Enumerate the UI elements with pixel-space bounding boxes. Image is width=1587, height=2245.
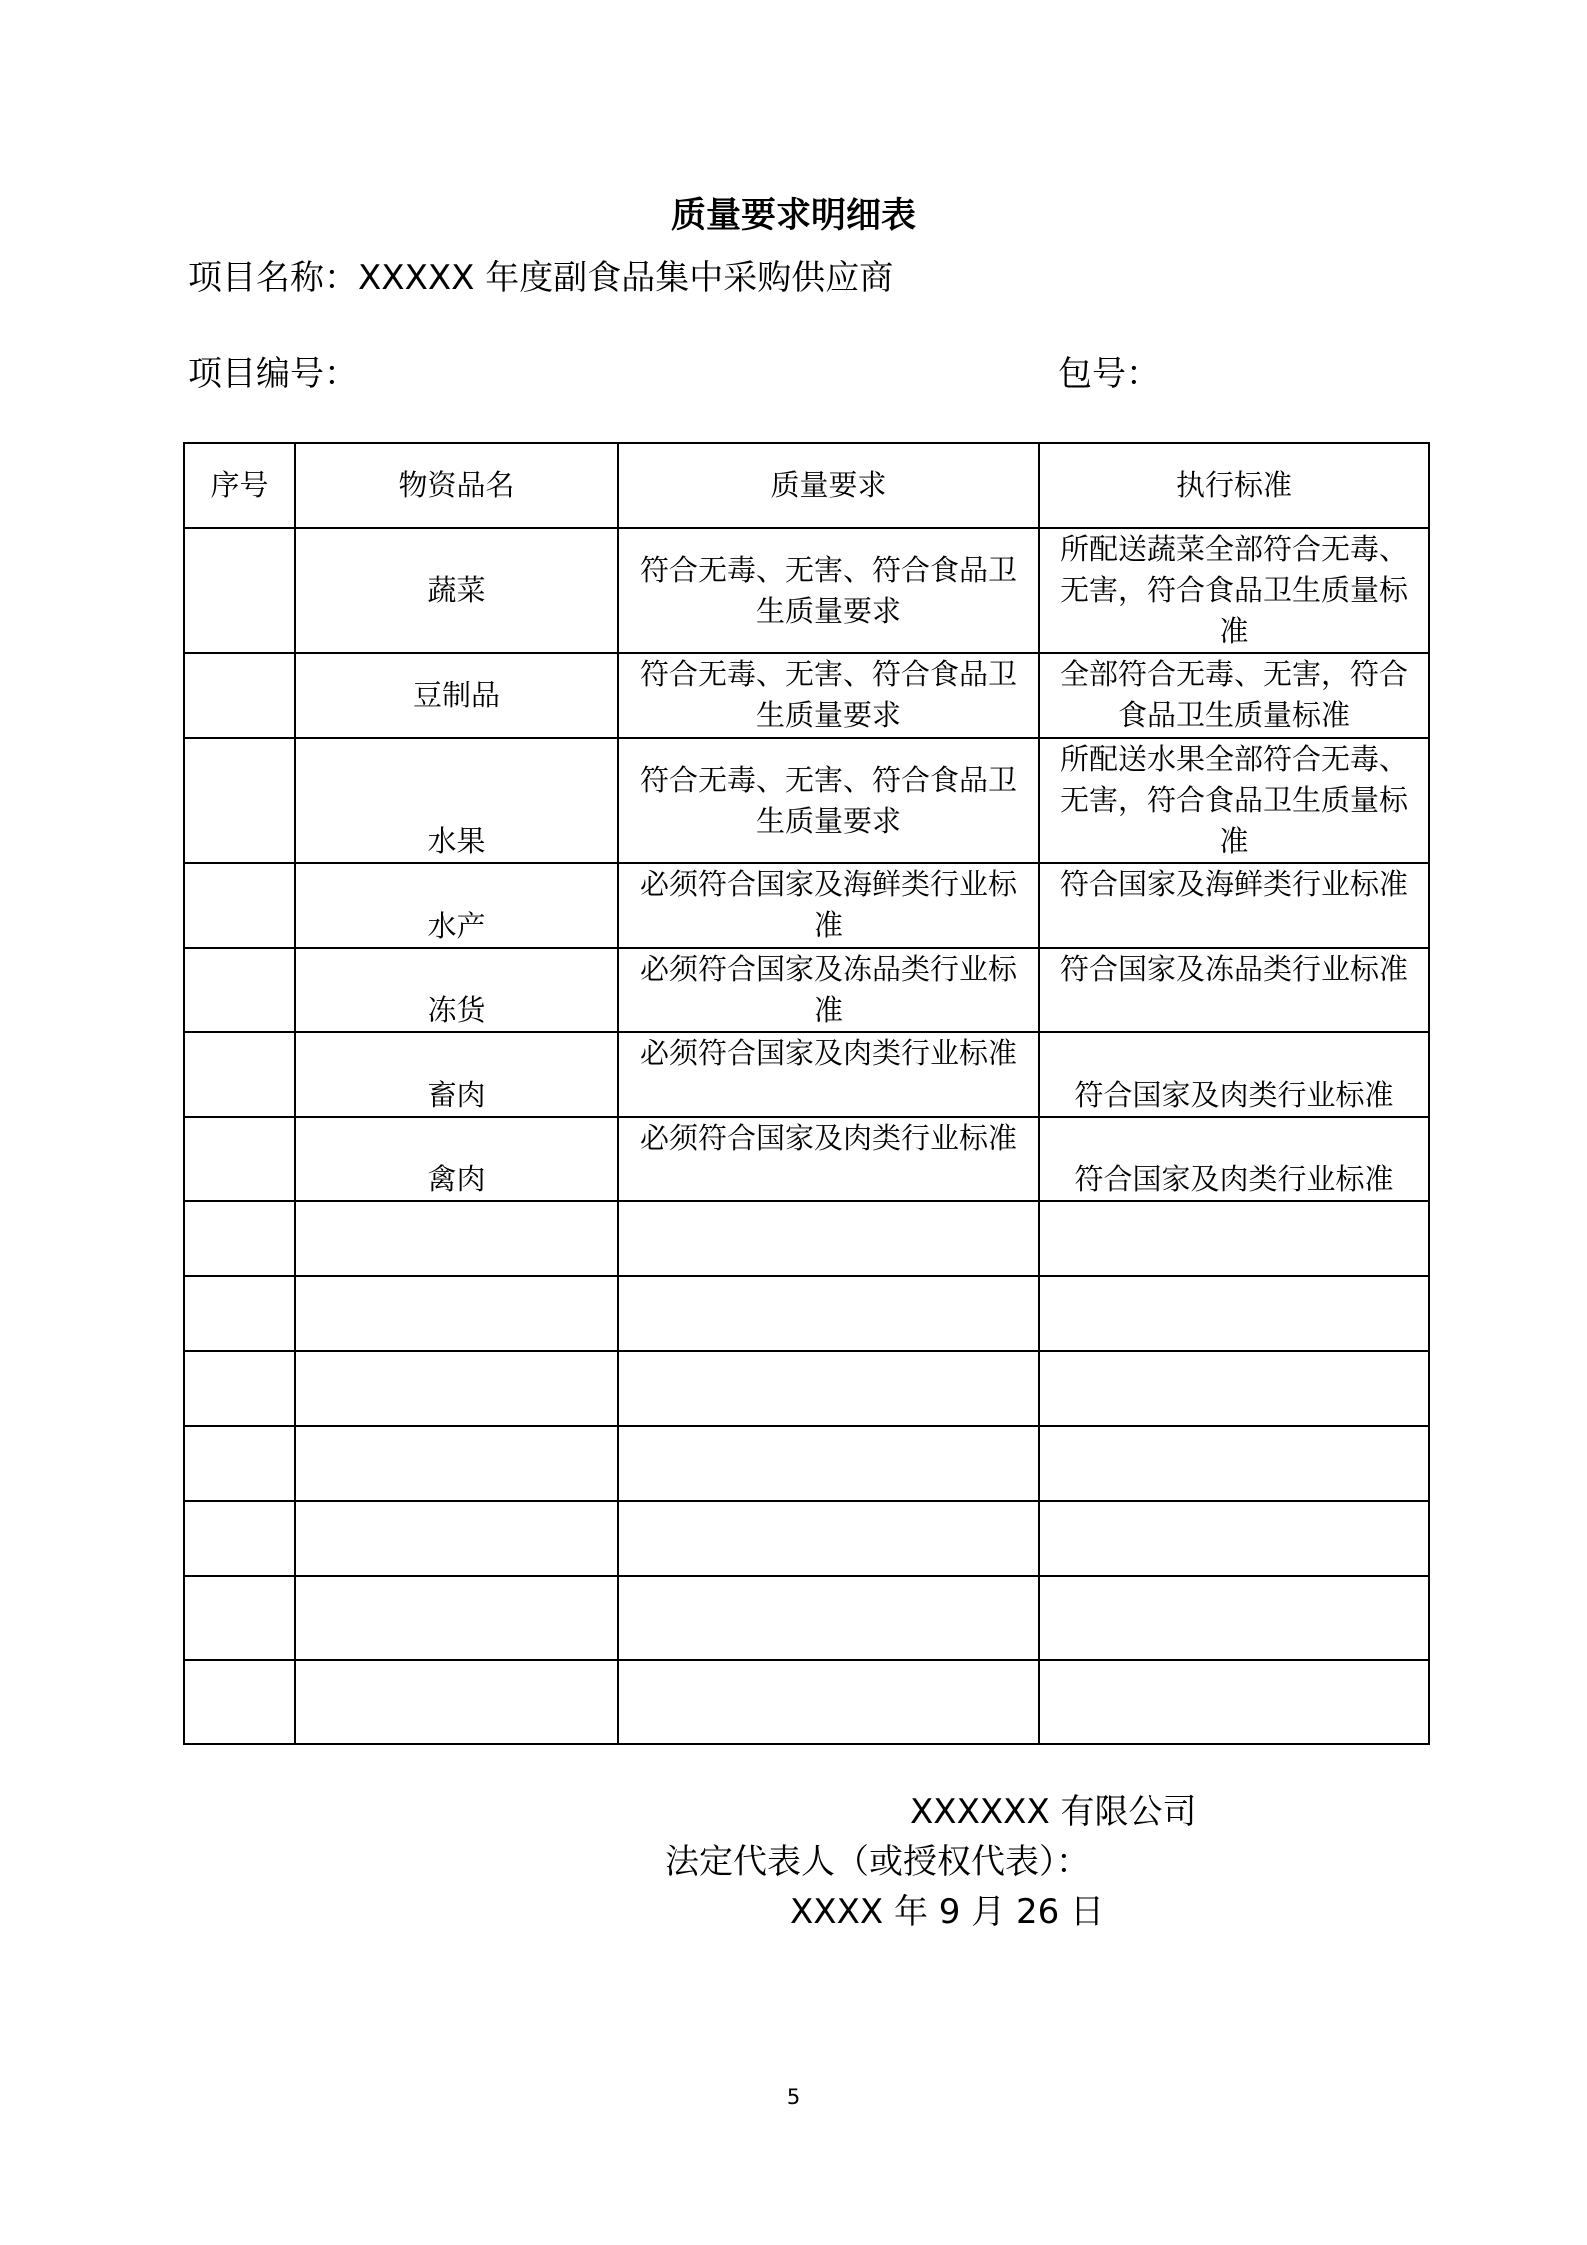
cell-requirement: 必须符合国家及肉类行业标准: [618, 1032, 1039, 1117]
empty-cell: [295, 1660, 618, 1744]
empty-cell: [618, 1576, 1039, 1660]
cell-standard: 符合国家及肉类行业标准: [1039, 1032, 1429, 1117]
cell-name: 禽肉: [295, 1117, 618, 1201]
cell-requirement: 符合无毒、无害、符合食品卫生质量要求: [618, 738, 1039, 863]
cell-no: [184, 948, 295, 1032]
empty-cell: [184, 1576, 295, 1660]
cell-no: [184, 1032, 295, 1117]
cell-standard: 所配送蔬菜全部符合无毒、无害，符合食品卫生质量标准: [1039, 528, 1429, 653]
cell-no: [184, 738, 295, 863]
empty-cell: [184, 1276, 295, 1351]
cell-name: 豆制品: [295, 653, 618, 738]
table-header-row: [184, 443, 1429, 528]
empty-cell: [184, 1501, 295, 1576]
quality-requirements-table: [183, 442, 1430, 1745]
cell-standard: 符合国家及冻品类行业标准: [1039, 948, 1429, 1032]
empty-row: [184, 1660, 1429, 1744]
empty-cell: [1039, 1576, 1429, 1660]
cell-standard: 所配送水果全部符合无毒、无害，符合食品卫生质量标准: [1039, 738, 1429, 863]
cell-requirement: 必须符合国家及海鲜类行业标准: [618, 863, 1039, 948]
cell-no: [184, 1117, 295, 1201]
legal-representative-label: 法定代表人（或授权代表）：: [665, 1842, 1090, 1882]
empty-row: [184, 1576, 1429, 1660]
header-no: 序号: [184, 443, 295, 528]
empty-row: [184, 1426, 1429, 1501]
cell-standard: 符合国家及海鲜类行业标准: [1039, 863, 1429, 948]
cell-name: 水产: [295, 863, 618, 948]
empty-cell: [618, 1201, 1039, 1276]
empty-cell: [1039, 1201, 1429, 1276]
table-row: [184, 1032, 1429, 1117]
empty-cell: [618, 1351, 1039, 1426]
empty-cell: [1039, 1501, 1429, 1576]
empty-row: [184, 1201, 1429, 1276]
cell-standard: 全部符合无毒、无害，符合食品卫生质量标准: [1039, 653, 1429, 738]
table-row: [184, 948, 1429, 1032]
document-date: XXXX 年 9 月 26 日: [790, 1892, 1105, 1932]
empty-cell: [1039, 1660, 1429, 1744]
page-number: 5: [786, 2085, 801, 2109]
header-name: 物资品名: [295, 443, 618, 528]
header-requirement: 质量要求: [618, 443, 1039, 528]
cell-no: [184, 863, 295, 948]
cell-name: 水果: [295, 738, 618, 863]
cell-requirement: 符合无毒、无害、符合食品卫生质量要求: [618, 653, 1039, 738]
header-standard: 执行标准: [1039, 443, 1429, 528]
cell-name: 冻货: [295, 948, 618, 1032]
empty-cell: [1039, 1276, 1429, 1351]
cell-name: 蔬菜: [295, 528, 618, 653]
table-row: [184, 653, 1429, 738]
empty-cell: [184, 1351, 295, 1426]
company-name: XXXXXX 有限公司: [910, 1792, 1197, 1832]
empty-row: [184, 1351, 1429, 1426]
empty-cell: [184, 1660, 295, 1744]
cell-no: [184, 653, 295, 738]
document-title: 质量要求明细表: [670, 196, 916, 236]
package-number-label: 包号：: [1058, 354, 1160, 394]
empty-cell: [295, 1201, 618, 1276]
cell-no: [184, 528, 295, 653]
table-row: [184, 738, 1429, 863]
empty-row: [184, 1501, 1429, 1576]
empty-row: [184, 1276, 1429, 1351]
empty-cell: [184, 1201, 295, 1276]
cell-requirement: 必须符合国家及肉类行业标准: [618, 1117, 1039, 1201]
empty-cell: [618, 1660, 1039, 1744]
empty-cell: [295, 1276, 618, 1351]
empty-cell: [184, 1426, 295, 1501]
empty-cell: [295, 1351, 618, 1426]
project-name: 项目名称：XXXXX 年度副食品集中采购供应商: [188, 258, 894, 298]
empty-cell: [1039, 1426, 1429, 1501]
cell-standard: 符合国家及肉类行业标准: [1039, 1117, 1429, 1201]
table-row: [184, 863, 1429, 948]
project-number-label: 项目编号：: [188, 354, 358, 394]
empty-cell: [1039, 1351, 1429, 1426]
empty-cell: [618, 1426, 1039, 1501]
empty-cell: [618, 1501, 1039, 1576]
cell-requirement: 必须符合国家及冻品类行业标准: [618, 948, 1039, 1032]
empty-cell: [295, 1501, 618, 1576]
empty-cell: [618, 1276, 1039, 1351]
empty-cell: [295, 1576, 618, 1660]
table-row: [184, 528, 1429, 653]
cell-name: 畜肉: [295, 1032, 618, 1117]
empty-cell: [295, 1426, 618, 1501]
cell-requirement: 符合无毒、无害、符合食品卫生质量要求: [618, 528, 1039, 653]
table-row: [184, 1117, 1429, 1201]
